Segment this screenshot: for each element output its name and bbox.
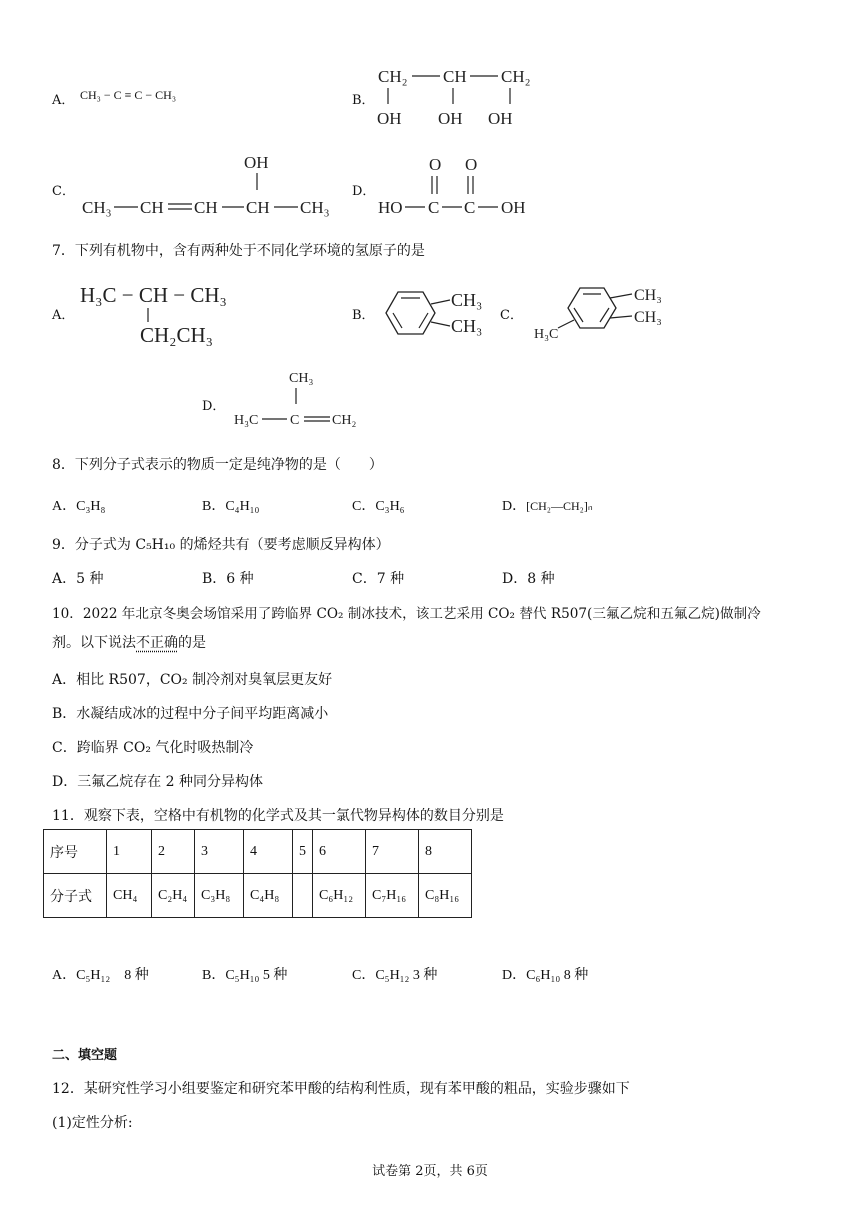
table-cell: C₆H₁₂ <box>313 874 366 918</box>
section-title: 二、填空题 <box>52 1048 118 1063</box>
q9-stem: 9．分子式为 C₅H₁₀ 的烯烃共有（要考虑顺反异构体） <box>52 537 390 553</box>
q6c-ch3-right: CH₃ <box>300 198 330 217</box>
q10-option-d[interactable]: D．三氟乙烷存在 2 种同分异构体 <box>52 774 264 790</box>
q11-stem: 11．观察下表，空格中有机物的化学式及其一氯代物异构体的数目分别是 <box>52 808 504 824</box>
q10-stem-suffix: 的是 <box>178 635 206 651</box>
table-cell: 2 <box>152 830 195 874</box>
table-cell-blank <box>293 874 313 918</box>
q11-option-a[interactable] <box>52 964 149 984</box>
q7b-ch3-2: CH₃ <box>451 316 483 336</box>
q7c-ch3-2: CH₃ <box>634 309 662 326</box>
table-cell: 1 <box>107 830 152 874</box>
q8-option-c-label: C． <box>352 499 376 514</box>
q11-option-b-text: C₅H₁₀ 5 种 <box>225 968 288 983</box>
q6b-oh-2: OH <box>438 109 463 128</box>
q6d-o-1: O <box>429 155 442 174</box>
q6d-c-2: C <box>464 198 476 217</box>
q8-option-c-text: C₃H₆ <box>375 499 405 514</box>
q11-option-a-label: A． <box>52 968 77 983</box>
q6b-ch2-left: CH₂ <box>378 67 408 86</box>
q8-option-d[interactable] <box>502 495 593 515</box>
q7-option-d-structure <box>232 366 372 430</box>
q9-option-b[interactable] <box>202 568 254 588</box>
q8-option-a-label: A． <box>52 499 77 514</box>
q6d-o-2: O <box>465 155 478 174</box>
q7-stem: 7．下列有机物中，含有两种处于不同化学环境的氢原子的是 <box>52 243 425 259</box>
table-cell: CH₄ <box>107 874 152 918</box>
q6c-ch-1: CH <box>140 198 164 217</box>
q11-option-d-label: D． <box>502 968 527 983</box>
table-cell: 序号 <box>44 830 107 874</box>
table-row <box>44 830 472 874</box>
q6-option-c-label[interactable]: C． <box>52 184 75 199</box>
q6d-ho: HO <box>378 198 403 217</box>
q9-option-d-text: 8 种 <box>527 571 555 587</box>
q12-sub-1: (1)定性分析: <box>52 1115 133 1131</box>
q6-option-d-label[interactable]: D． <box>352 184 376 199</box>
q6c-ch-2: CH <box>194 198 218 217</box>
q7a-main-chain: H₃C − CH − CH₃ <box>80 283 227 307</box>
page-footer: 试卷第 2页，共 6页 <box>372 1164 488 1179</box>
q6b-ch: CH <box>443 67 467 86</box>
table-cell: 8 <box>419 830 472 874</box>
q8-option-b-label: B． <box>202 499 226 514</box>
q6c-ch3-left: CH₃ <box>82 198 112 217</box>
q6b-oh-1: OH <box>377 109 402 128</box>
q11-option-c[interactable] <box>352 964 437 984</box>
table-cell: 4 <box>244 830 293 874</box>
q6-option-a-formula: CH₃ − C ≡ C − CH₃ <box>80 88 177 102</box>
q8-option-a[interactable] <box>52 495 105 515</box>
q7c-ch3-1: CH₃ <box>634 287 662 304</box>
table-cell: 分子式 <box>44 874 107 918</box>
q7-option-b-label[interactable]: B． <box>352 308 375 323</box>
q6c-ch-3: CH <box>246 198 270 217</box>
q9-option-b-label: B． <box>202 571 227 587</box>
q6-option-a-label[interactable]: A． <box>52 93 75 108</box>
q6-option-b-structure <box>370 60 540 135</box>
q7d-ch3: CH₃ <box>289 371 314 386</box>
table-cell: C₈H₁₆ <box>419 874 472 918</box>
q7c-h3c: H₃C <box>534 327 559 342</box>
table-cell: 7 <box>366 830 419 874</box>
q11-option-b[interactable] <box>202 964 287 984</box>
q10-option-b[interactable]: B．水凝结成冰的过程中分子间平均距离减小 <box>52 706 329 722</box>
q7d-ch2: CH₂ <box>332 413 357 428</box>
q8-option-b[interactable] <box>202 495 259 515</box>
table-cell: 5 <box>293 830 313 874</box>
q6-option-c-structure <box>76 148 338 223</box>
q6-option-d-structure <box>372 150 542 222</box>
q6-option-b-label[interactable]: B． <box>352 93 375 108</box>
q10-option-c[interactable]: C．跨临界 CO₂ 气化时吸热制冷 <box>52 740 254 756</box>
q7-option-b-benzene <box>378 282 498 344</box>
q7d-c: C <box>290 413 300 428</box>
q7a-branch: CH₂CH₃ <box>140 323 213 347</box>
q7d-h3c: H₃C <box>234 413 259 428</box>
q11-option-a-text: C₅H₁₂ 8 种 <box>76 968 149 983</box>
q11-option-d-text: C₆H₁₀ 8 种 <box>526 968 589 983</box>
q10-stem-prefix: 剂。以下说法 <box>52 635 136 651</box>
q7-option-c-benzene <box>534 278 684 344</box>
table-cell: C₃H₈ <box>195 874 244 918</box>
q8-option-d-text: [CH₂—CH₂]ₙ <box>526 499 593 513</box>
q8-option-c[interactable] <box>352 495 405 515</box>
q10-stem-emphasis: 不正确 <box>136 635 178 651</box>
q8-stem: 8．下列分子式表示的物质一定是纯净物的是（ ） <box>52 457 383 473</box>
q11-option-b-label: B． <box>202 968 226 983</box>
table-cell: C₇H₁₆ <box>366 874 419 918</box>
q9-option-d[interactable] <box>502 568 555 588</box>
q9-option-c[interactable] <box>352 568 404 588</box>
q7-option-c-label[interactable]: C． <box>500 308 523 323</box>
table-cell: C₄H₈ <box>244 874 293 918</box>
q7-option-d-label[interactable]: D． <box>202 399 226 414</box>
q11-option-c-text: C₅H₁₂ 3 种 <box>375 968 438 983</box>
q9-option-d-label: D． <box>502 571 528 587</box>
q7b-ch3-1: CH₃ <box>451 290 483 310</box>
table-row <box>44 874 472 918</box>
q7-option-a-label[interactable]: A． <box>52 308 75 323</box>
q11-option-c-label: C． <box>352 968 376 983</box>
q8-option-d-label: D． <box>502 499 527 514</box>
q6d-c-1: C <box>428 198 440 217</box>
q12-stem: 12．某研究性学习小组要鉴定和研究苯甲酸的结构利性质，现有苯甲酸的粗品，实验步骤如下 <box>52 1081 630 1097</box>
q9-option-a-label: A． <box>52 571 77 587</box>
q11-table <box>43 829 472 918</box>
q10-stem-line-2 <box>52 632 206 652</box>
q9-option-a[interactable] <box>52 568 103 588</box>
q8-option-a-text: C₃H₈ <box>76 499 106 514</box>
q8-option-b-text: C₄H₁₀ <box>225 499 260 514</box>
q6b-oh-3: OH <box>488 109 513 128</box>
q11-option-d[interactable] <box>502 964 588 984</box>
q9-option-a-text: 5 种 <box>76 571 104 587</box>
q6d-oh: OH <box>501 198 526 217</box>
q9-option-b-text: 6 种 <box>226 571 254 587</box>
table-cell: 3 <box>195 830 244 874</box>
table-cell: C₂H₄ <box>152 874 195 918</box>
q6c-oh: OH <box>244 153 269 172</box>
q10-option-a[interactable]: A．相比 R507，CO₂ 制冷剂对臭氧层更友好 <box>52 672 333 688</box>
q9-option-c-text: 7 种 <box>376 571 405 587</box>
q10-stem-line-1: 10．2022 年北京冬奥会场馆采用了跨临界 CO₂ 制冰技术，该工艺采用 CO₂ 替代 R507(三氟乙烷和五氟乙烷)做制冷 <box>52 606 761 622</box>
q9-option-c-label: C． <box>352 571 377 587</box>
q6b-ch2-right: CH₂ <box>501 67 531 86</box>
q7-option-a-structure <box>76 272 246 352</box>
table-cell: 6 <box>313 830 366 874</box>
